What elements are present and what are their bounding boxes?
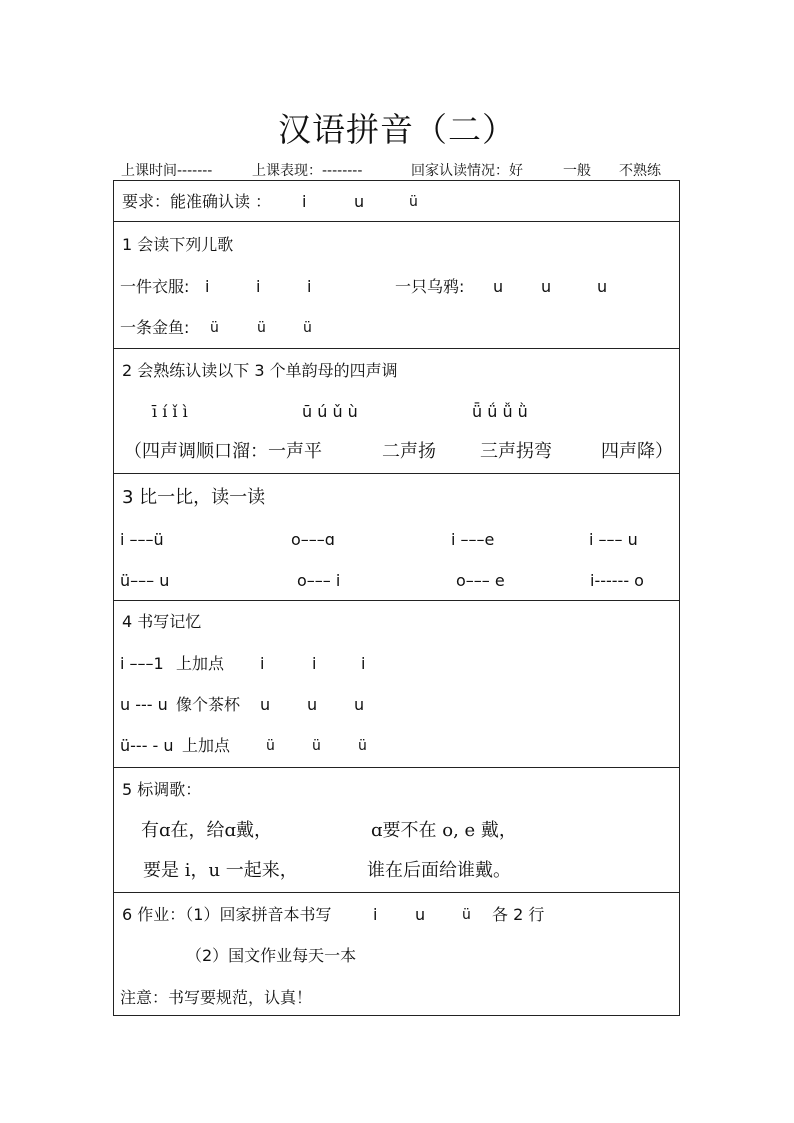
tones-i: ī í ǐ ì — [152, 402, 188, 421]
homework-note: 注意：书写要规范，认真！ — [120, 988, 313, 1007]
section-heading: 5 标调歌： — [122, 780, 202, 799]
song-line-2a: 要是 i，u 一起来， — [143, 860, 298, 881]
tones-v: ǖ ǘ ǚ ǜ — [472, 402, 528, 421]
compare-pair: o––– e — [456, 571, 505, 590]
tone-rhyme-second: 二声扬 — [382, 441, 436, 462]
tones-u: ū ú ǔ ù — [302, 402, 358, 421]
letter-v: ü — [257, 320, 266, 336]
letter-u: u — [541, 277, 552, 296]
letter-i: i — [361, 654, 366, 673]
requirement-section — [114, 181, 679, 222]
compare-pair: o––– i — [297, 571, 341, 590]
letter-i: i — [307, 277, 312, 296]
tone-song-section — [114, 768, 679, 893]
letter-i: i — [260, 654, 265, 673]
letter-u: u — [493, 277, 504, 296]
letter-u: u — [597, 277, 608, 296]
tone-rhyme-third: 三声拐弯 — [480, 441, 552, 462]
rhyme-label-clothes: 一件衣服: — [120, 277, 190, 296]
letter-i: i — [256, 277, 261, 296]
rhyme-label-fish: 一条金鱼: — [120, 318, 190, 337]
homework-rows: 各 2 行 — [492, 905, 545, 924]
memory-pair: i –––1 — [120, 654, 164, 673]
rhyme-label-crow: 一只乌鸦: — [395, 277, 465, 296]
compare-pair: o–––ɑ — [291, 530, 335, 549]
letter-v: ü — [358, 738, 367, 754]
section-heading: 4 书写记忆 — [122, 612, 202, 631]
memory-description: 上加点 — [176, 654, 225, 673]
letter-v: ü — [462, 907, 471, 923]
letter-v: ü — [409, 194, 418, 210]
letter-u: u — [354, 695, 365, 714]
homework-item-2: （2）国文作业每天一本 — [186, 946, 357, 965]
tone-rhyme-fourth: 四声降） — [601, 441, 673, 462]
compare-section — [114, 474, 679, 601]
memory-pair: u --- u — [120, 695, 168, 714]
homework-section — [114, 893, 679, 1015]
letter-u: u — [260, 695, 271, 714]
memory-description: 上加点 — [182, 736, 231, 755]
home-reading-status: 回家认读情况：好 — [411, 163, 523, 179]
page-title: 汉语拼音（二） — [278, 110, 516, 149]
section-heading: 1 会读下列儿歌 — [122, 235, 234, 254]
memory-description: 像个茶杯 — [176, 695, 241, 714]
letter-u: u — [354, 192, 365, 211]
compare-pair: i ––– u — [589, 530, 638, 549]
section-heading: 3 比一比，读一读 — [122, 487, 266, 508]
compare-pair: i –––e — [451, 530, 495, 549]
option-average: 一般 — [563, 163, 591, 179]
compare-pair: i------ o — [590, 571, 644, 590]
letter-i: i — [205, 277, 210, 296]
lesson-sheet — [113, 180, 680, 1016]
letter-v: ü — [303, 320, 312, 336]
letter-u: u — [415, 905, 426, 924]
tones-section — [114, 349, 679, 474]
requirement-label: 要求：能准确认读 ： — [122, 192, 272, 211]
letter-v: ü — [266, 738, 275, 754]
letter-i: i — [302, 192, 307, 211]
class-performance: 上课表现：-------- — [252, 163, 363, 179]
homework-label: 6 作业：（1）回家拼音本书写 — [122, 905, 332, 924]
rhyme-section — [114, 222, 679, 349]
letter-i: i — [373, 905, 378, 924]
class-info-line — [0, 160, 794, 180]
compare-pair: ü––– u — [120, 571, 170, 590]
song-line-2b: 谁在后面给谁戴。 — [367, 860, 511, 881]
letter-v: ü — [312, 738, 321, 754]
letter-u: u — [307, 695, 318, 714]
section-heading: 2 会熟练认读以下 3 个单韵母的四声调 — [122, 361, 398, 380]
option-not-fluent: 不熟练 — [619, 163, 661, 179]
song-line-1a: 有ɑ在，给ɑ戴， — [141, 820, 273, 841]
tone-rhyme-first: （四声调顺口溜：一声平 — [124, 441, 322, 462]
letter-v: ü — [210, 320, 219, 336]
writing-memory-section — [114, 601, 679, 768]
memory-pair: ü--- - u — [120, 736, 174, 755]
letter-i: i — [312, 654, 317, 673]
song-line-1b: ɑ要不在 o, e 戴， — [371, 820, 517, 841]
class-time: 上课时间------- — [121, 163, 213, 179]
compare-pair: i –––ü — [120, 530, 164, 549]
